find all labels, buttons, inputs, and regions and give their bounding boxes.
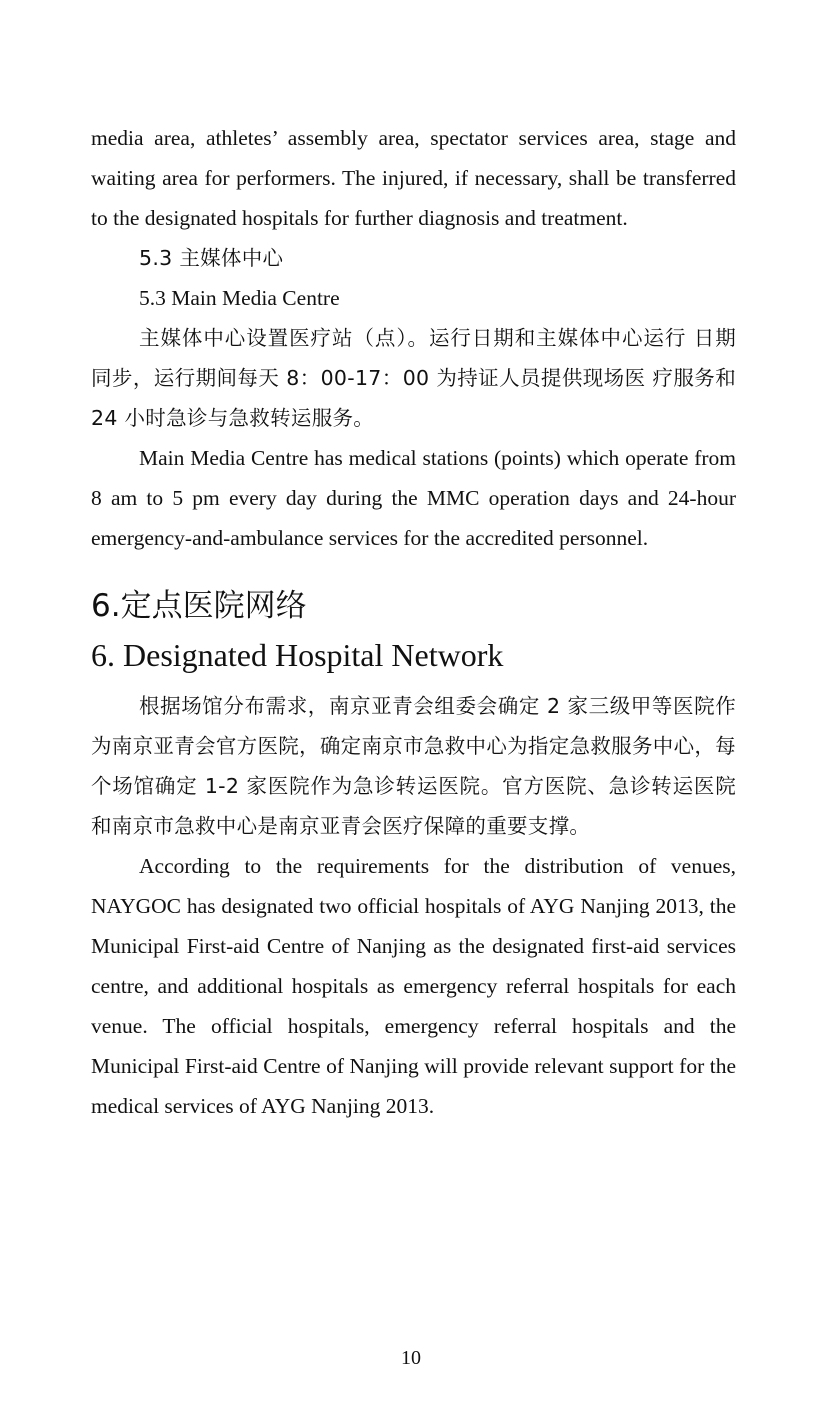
section-6-heading-en: 6. Designated Hospital Network	[91, 637, 504, 673]
page-number: 10	[401, 1347, 421, 1369]
section-5-3-heading-en: 5.3 Main Media Centre	[139, 286, 340, 310]
document-body	[91, 118, 736, 1126]
mmc-paragraph-en: Main Media Centre has medical stations (points) which operate from 8 am to 5 pm every day during the MMC operation days and 24-hour emergency-and-ambulance services for the accredited personnel.	[91, 446, 736, 550]
section-5-3-heading-zh: 5.3 主媒体中心	[139, 246, 284, 270]
section-6-heading-zh: 6.定点医院网络	[91, 588, 307, 624]
mmc-paragraph-zh: 主媒体中心设置医疗站（点）。运行日期和主媒体中心运行 日期同步，运行期间每天 8：00-17：00 为持证人员提供现场医 疗服务和 24 小时急诊与急救转运服务。	[91, 326, 736, 430]
hospital-paragraph-zh: 根据场馆分布需求，南京亚青会组委会确定 2 家三级甲等医院作为南京亚青会官方医院，确定南京市急救中心为指定急救服务中心，每个场馆确定 1-2 家医院作为急诊转运医院。官方医院、急诊转运医院和南京市急救中心是南京亚青会医疗保障的重要支撑。	[91, 694, 736, 838]
hospital-paragraph-en: According to the requirements for the distribution of venues, NAYGOC has designated two official hospitals of AYG Nanjing 2013, the Municipal First-aid Centre of Nanjing as the designated first-aid services centre, and additional hospitals as emergency referral hospitals for each venue. The official hospitals, emergency referral hospitals and the Municipal First-aid Centre of Nanjing will provide relevant support for the medical services of AYG Nanjing 2013.	[91, 854, 736, 1118]
paragraph-continued-en: media area, athletes’ assembly area, spectator services area, stage and waiting area for performers. The injured, if necessary, shall be transferred to the designated hospitals for further diagnosis and treatment.	[91, 126, 736, 230]
